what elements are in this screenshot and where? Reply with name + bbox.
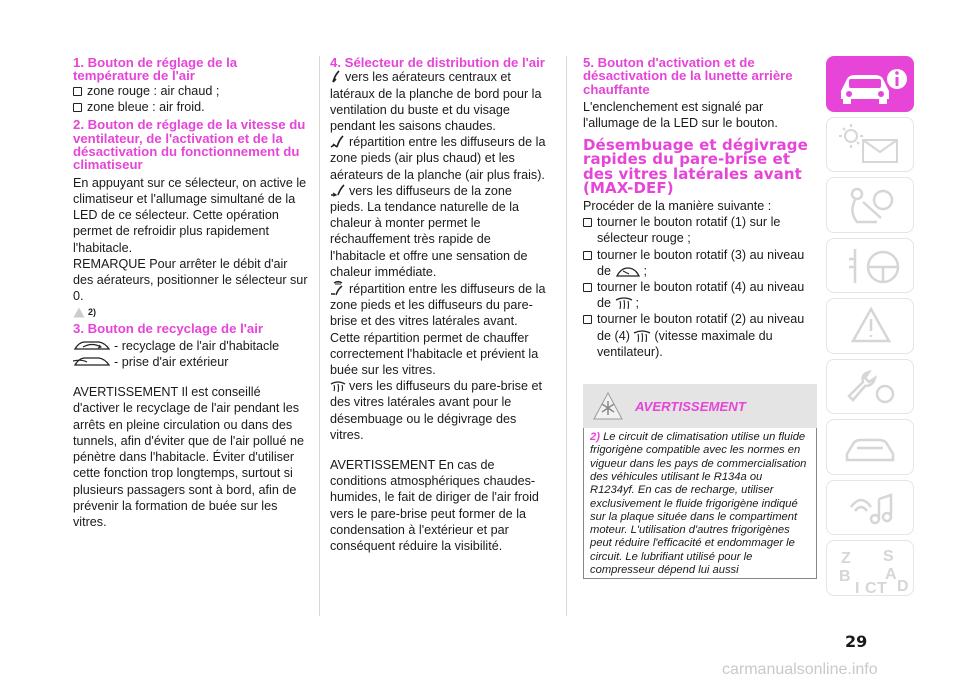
paragraph-remark: REMARQUE Pour arrêter le débit d'air des aérateurs, positionner le sélecteur sur 0. [73, 256, 308, 304]
steering-wheel-icon [827, 239, 915, 294]
safety-airbag-icon [827, 178, 915, 233]
list-item-text: tourner le bouton rotatif (3) au niveau de ; [597, 247, 805, 278]
index-letter: T [877, 580, 887, 596]
outside-air-label: - prise d'air extérieur [114, 355, 229, 370]
warning-box-header [583, 384, 817, 428]
index-letter: B [839, 568, 851, 585]
technical-data-icon [827, 420, 915, 475]
warning-title: AVERTISSEMENT [635, 399, 746, 415]
outside-air-car-icon [73, 355, 111, 369]
bullet-icon [73, 103, 82, 112]
recirculation-car-icon [73, 339, 111, 353]
car-info-icon [827, 57, 915, 112]
tab-maintenance[interactable] [826, 359, 914, 415]
heading-max-def: Désembuage et dégivrage rapides du pare-brise et des vitres latérales avant (MAX-DEF) [583, 135, 808, 198]
bullet-icon [583, 283, 592, 292]
windscreen-defrost-icon [615, 266, 641, 278]
list-item-text: tourner le bouton rotatif (4) au niveau de ; [597, 280, 805, 311]
warning-text: Le circuit de climatisation utilise un fluide frigorigène compatible avec les normes en vigueur dans les pays de commercialisation des véhicules utilisant le R134a ou R1234yf. En cas de recharge, utiliser exclusivement le fluide frigorigène indiqué sur la plaque située dans le compartiment moteur. L'utilisation d'autres frigorigènes peut réduire l'efficacité et endommager le circuit. Le lubrifiant utilisé pour le compresseur dépend lui aussi [590, 431, 807, 576]
distribution-feet: vers les diffuseurs de la zone pieds. La tendance naturelle de la chaleur à monter permet le réchauffement très rapide de l'habitacle et offre une sensation de chaleur immédiate. [330, 183, 528, 279]
warning-lights-icon [827, 118, 915, 173]
index-letter: Z [841, 550, 851, 567]
windscreen-defrost-icon [615, 297, 633, 310]
tab-starting-driving[interactable] [826, 238, 914, 294]
chapter-sidebar [826, 56, 914, 601]
warning-triangle-icon [73, 307, 85, 318]
index-alphabet-icon [827, 541, 915, 596]
warning-box [583, 428, 817, 579]
outside-air-row [73, 354, 309, 370]
tab-car-info[interactable] [826, 56, 914, 112]
reference-number: 2) [88, 307, 97, 318]
column-divider [566, 56, 567, 616]
paragraph: Procéder de la manière suivante : [583, 199, 772, 213]
heading-recirculation-knob: 3. Bouton de recyclage de l'air [73, 321, 264, 337]
tab-safety[interactable] [826, 177, 914, 233]
heading-air-distribution: 4. Sélecteur de distribution de l'air [330, 55, 545, 70]
list-item-text: zone rouge : air chaud ; [87, 83, 220, 98]
coolant-warning-icon [593, 392, 623, 420]
multimedia-icon [827, 481, 915, 536]
paragraph: En appuyant sur ce sélecteur, on active le climatiseur et l'allumage simultané de la LED de ce sélecteur. Cette opération permet de refroidir plus rapidement l'habitacle. [73, 175, 307, 255]
list-item-text: zone bleue : air froid. [87, 100, 205, 115]
warning-number: 2) [590, 431, 600, 444]
list-item-text: tourner le bouton rotatif (1) sur le sélecteur rouge ; [597, 215, 781, 246]
distribution-face: vers les aérateurs centraux et latéraux de la planche de bord pour la ventilation du buste et du visage pendant les saisons chaudes. [330, 70, 542, 134]
recirculation-row [73, 338, 309, 354]
list-item [73, 99, 309, 115]
list-item [583, 279, 817, 311]
footer-watermark: carmanualsonline.info [722, 661, 878, 678]
bullet-icon [583, 315, 592, 324]
feet-vent-icon [330, 184, 346, 198]
bullet-icon [583, 251, 592, 260]
tab-emergency[interactable] [826, 298, 914, 354]
distribution-face-feet: répartition entre les diffuseurs de la zone pieds (air plus chaud) et les aérateurs de la planche (air plus frais). [330, 135, 546, 182]
index-letter: C [865, 580, 877, 596]
heading-fan-speed-knob: 2. Bouton de réglage de la vitesse du ventilateur, de l'activation et de la désactivation du fonctionnement du climatiseur [73, 117, 306, 173]
column-divider [319, 56, 320, 616]
list-item [583, 247, 817, 279]
tab-index[interactable] [826, 540, 914, 596]
paragraph-warning: AVERTISSEMENT En cas de conditions atmosphériques chaudes-humides, le fait de diriger de l'air froid vers le pare-brise peut former de la condensation à l'extérieur et par conséquent réduire la visibilité. [330, 458, 539, 554]
heading-rear-window-heater: 5. Bouton d'activation et de désactivation de la lunette arrière chauffante [583, 55, 793, 97]
tab-technical-data[interactable] [826, 419, 914, 475]
list-item [583, 311, 817, 360]
list-item-text: tourner le bouton rotatif (2) au niveau de (4) (vitesse maximale du ventilateur). [597, 312, 805, 359]
index-letter: A [885, 566, 897, 583]
paragraph: L'enclenchement est signalé par l'allumage de la LED sur le bouton. [583, 100, 778, 131]
feet-windscreen-vent-icon [330, 280, 346, 296]
face-feet-vent-icon [330, 135, 346, 149]
column-3 [583, 56, 817, 579]
face-vent-icon [330, 70, 342, 84]
windscreen-defrost-icon [633, 330, 651, 343]
warning-triangle-icon [827, 299, 915, 354]
heading-temperature-knob: 1. Bouton de réglage de la température de l'air [73, 55, 238, 84]
tab-warning-lights[interactable] [826, 117, 914, 173]
bullet-icon [73, 87, 82, 96]
maintenance-icon [827, 360, 915, 415]
page-number: 29 [845, 632, 868, 651]
index-letter: I [855, 580, 860, 596]
warning-reference [73, 304, 309, 322]
column-1 [73, 56, 309, 530]
distribution-feet-windscreen: répartition entre les diffuseurs de la zone pieds et les diffuseurs du pare-brise et des vitres latérales avant. Cette répartition permet de chauffer correctement l'habitacle et prévient la buée sur les vitres. [330, 282, 546, 378]
distribution-windscreen: vers les diffuseurs du pare-brise et des vitres latérales avant pour le désembuage ou le dégivrage des vitres. [330, 379, 542, 442]
list-item [73, 83, 309, 99]
index-letter: S [883, 548, 894, 565]
tab-multimedia[interactable] [826, 480, 914, 536]
paragraph-warning: AVERTISSEMENT Il est conseillé d'activer le recyclage de l'air pendant les arrêts en pleine circulation ou dans des tunnels, afin d'éviter que de l'air pollué ne pénètre dans l'habitacle. Éviter d'utiliser cette fonction trop longtemps, surtout si plusieurs passagers sont à bord, afin de prévenir la formation de buée sur les vitres. [73, 385, 304, 529]
list-item [583, 214, 817, 246]
index-letter: D [897, 578, 909, 595]
recirculation-label: - recyclage de l'air d'habitacle [114, 338, 280, 353]
column-2 [330, 56, 548, 554]
windscreen-defrost-icon [330, 381, 346, 393]
bullet-icon [583, 218, 592, 227]
